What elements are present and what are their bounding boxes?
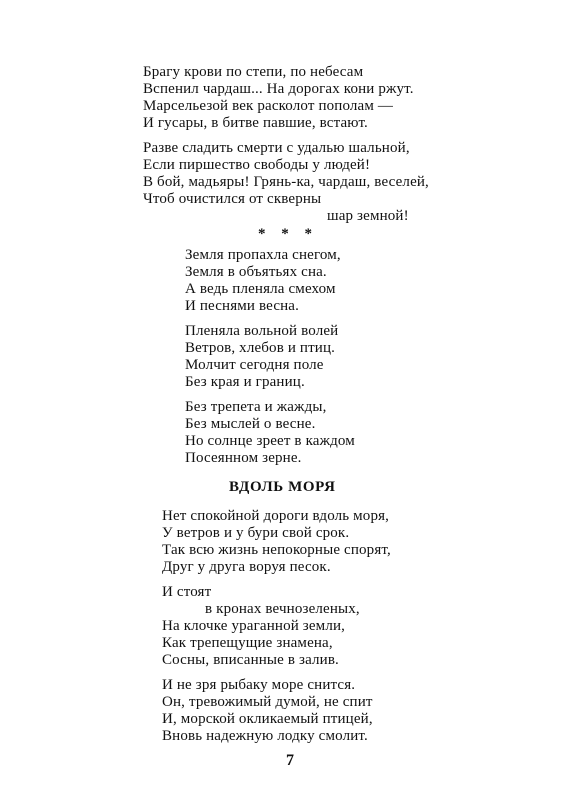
- verse-line: И стоят: [162, 584, 212, 600]
- verse-line-indented: в кронах вечнозеленых,: [205, 601, 360, 617]
- verse-line: Земля в объятьях сна.: [185, 264, 327, 280]
- verse-line: Если пиршество свободы у людей!: [143, 157, 371, 173]
- page-number: 7: [286, 752, 294, 769]
- verse-line: Молчит сегодня поле: [185, 357, 324, 373]
- verse-line: Как трепещущие знамена,: [162, 635, 333, 651]
- verse-line: Вновь надежную лодку смолит.: [162, 728, 368, 744]
- verse-line: И гусары, в битве павшие, встают.: [143, 115, 368, 131]
- verse-line: Он, тревожимый думой, не спит: [162, 694, 373, 710]
- verse-line: У ветров и у бури свой срок.: [162, 525, 350, 541]
- verse-line: Без края и границ.: [185, 374, 305, 390]
- verse-line: А ведь пленяла смехом: [185, 281, 336, 297]
- verse-line-indented: шар земной!: [327, 208, 409, 224]
- verse-line: Без мыслей о весне.: [185, 416, 316, 432]
- verse-line: Друг у друга воруя песок.: [162, 559, 331, 575]
- section-separator: * * *: [258, 226, 318, 242]
- verse-line: Земля пропахла снегом,: [185, 247, 341, 263]
- verse-line: Марсельезой век расколот пополам —: [143, 98, 394, 114]
- verse-line: Сосны, вписанные в залив.: [162, 652, 339, 668]
- verse-line: И не зря рыбаку море снится.: [162, 677, 356, 693]
- poem-title: ВДОЛЬ МОРЯ: [229, 479, 336, 495]
- verse-line: Но солнце зреет в каждом: [185, 433, 355, 449]
- verse-line: Брагу крови по степи, по небесам: [143, 64, 364, 80]
- verse-line: Ветров, хлебов и птиц.: [185, 340, 336, 356]
- verse-line: В бой, мадьяры! Грянь-ка, чардаш, веселей,: [143, 174, 429, 190]
- verse-line: Так всю жизнь непокорные спорят,: [162, 542, 391, 558]
- verse-line: Чтоб очистился от скверны: [143, 191, 322, 207]
- verse-line: Пленяла вольной волей: [185, 323, 339, 339]
- verse-line: И песнями весна.: [185, 298, 300, 314]
- verse-line: На клочке ураганной земли,: [162, 618, 346, 634]
- verse-line: Разве сладить смерти с удалью шальной,: [143, 140, 410, 156]
- verse-line: Вспенил чардаш... На дорогах кони ржут.: [143, 81, 414, 97]
- verse-line: И, морской окликаемый птицей,: [162, 711, 373, 727]
- verse-line: Без трепета и жажды,: [185, 399, 327, 415]
- verse-line: Посеянном зерне.: [185, 450, 302, 466]
- verse-line: Нет спокойной дороги вдоль моря,: [162, 508, 390, 524]
